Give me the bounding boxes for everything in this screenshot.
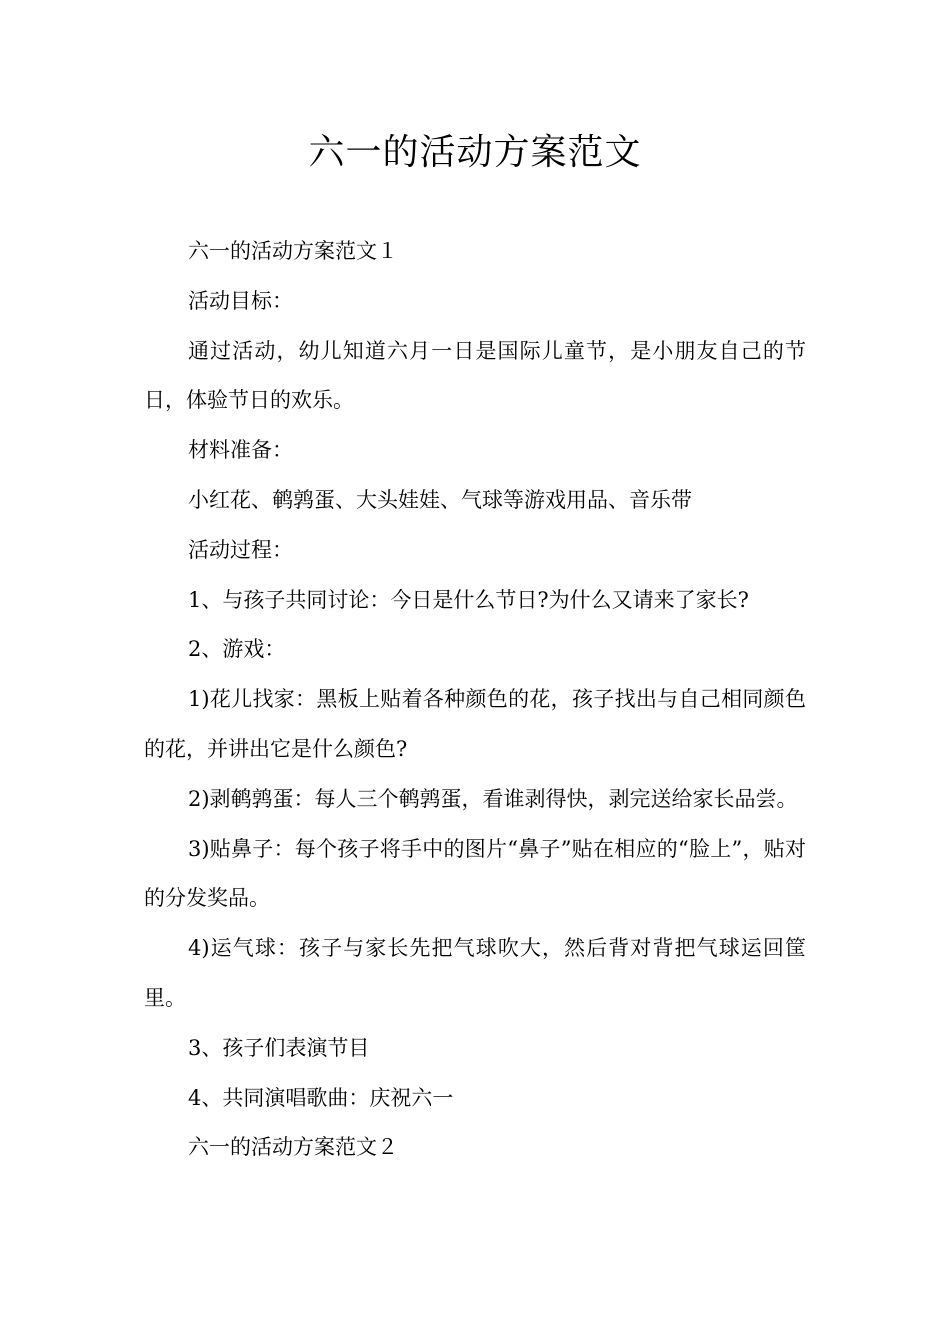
paragraph-materials: 小红花、鹌鹑蛋、大头娃娃、气球等游戏用品、音乐带	[188, 487, 692, 512]
paragraph-activity-goal: 通过活动，幼儿知道六月一日是国际儿童节，是小朋友自己的节日，体验节日的欢乐。	[144, 338, 806, 413]
paragraph-step-1: 1、与孩子共同讨论：今日是什么节日?为什么又请来了家长?	[188, 587, 749, 612]
paragraph-materials-label: 材料准备：	[188, 438, 293, 463]
paragraph-game-3: 3)贴鼻子：每个孩子将手中的图片“鼻子”贴在相应的“脸上”，贴对的分发奖品。	[144, 836, 806, 911]
document-title: 六一的活动方案范文	[308, 132, 642, 173]
paragraph-game-4: 4)运气球：孩子与家长先把气球吹大，然后背对背把气球运回筐里。	[144, 936, 806, 1010]
paragraph-activity-goal-label: 活动目标：	[188, 288, 293, 313]
paragraph-section-heading-1: 六一的活动方案范文１	[188, 239, 398, 263]
document-body	[144, 227, 806, 1173]
paragraph-process-label: 活动过程：	[188, 537, 293, 562]
paragraph-step-2: 2、游戏：	[188, 637, 286, 662]
paragraph-game-2: 2)剥鹌鹑蛋：每人三个鹌鹑蛋，看谁剥得快，剥完送给家长品尝。	[188, 786, 798, 811]
paragraph-step-4: 4、共同演唱歌曲：庆祝六一	[188, 1085, 454, 1110]
paragraph-game-1: 1)花儿找家：黑板上贴着各种颜色的花，孩子找出与自己相同颜色的花，并讲出它是什么颜色?	[144, 687, 806, 761]
paragraph-step-3: 3、孩子们表演节目	[188, 1035, 370, 1060]
paragraph-section-heading-2: 六一的活动方案范文２	[188, 1135, 398, 1160]
